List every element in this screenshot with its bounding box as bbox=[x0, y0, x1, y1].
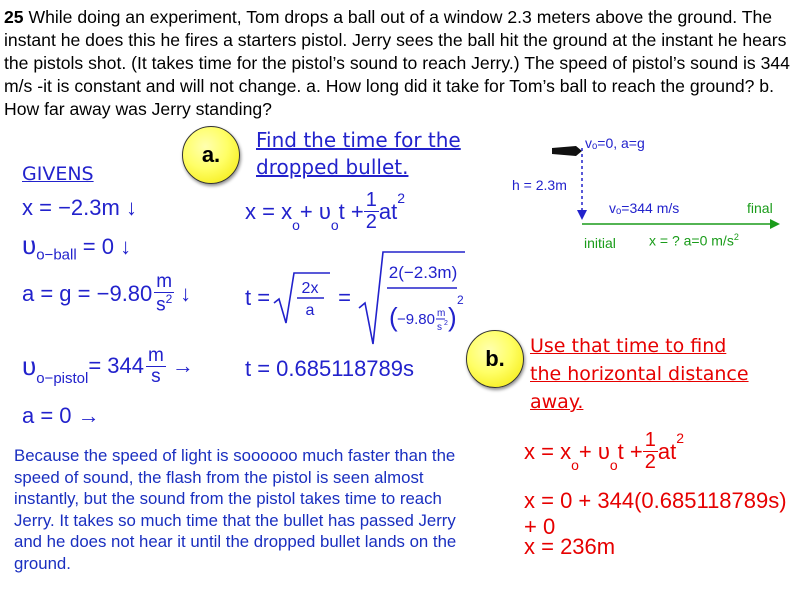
diagram-height-label: h = 2.3m bbox=[512, 177, 567, 193]
v-pistol-unit bbox=[146, 346, 166, 387]
part-b-eq2: x = 0 + 344(0.685118789s) + 0 bbox=[524, 488, 787, 539]
given-a bbox=[22, 272, 191, 315]
b-eq1-sub1: o bbox=[609, 457, 618, 473]
b-eq1-t: t + bbox=[617, 438, 643, 464]
v-pistol-arrow: → bbox=[171, 353, 194, 379]
diagram-final-label: final bbox=[747, 200, 773, 216]
eq1-exp: 2 bbox=[397, 190, 406, 206]
b-eq1-exp: 2 bbox=[676, 430, 685, 446]
part-a-heading-line1: Find the time for the bbox=[256, 128, 461, 152]
b-eq1-lhs: x = x bbox=[524, 438, 572, 464]
problem-statement bbox=[4, 6, 794, 121]
givens-title: GIVENS bbox=[22, 163, 94, 185]
eq2-lhs: t = bbox=[245, 285, 271, 310]
part-a-heading bbox=[256, 127, 461, 181]
given-x: x = −2.3m ↓ bbox=[22, 195, 137, 220]
eq2-den2-s: s bbox=[436, 322, 442, 333]
b-eq1-at: at bbox=[657, 438, 677, 464]
eq2-eq: = bbox=[338, 285, 351, 310]
eq2-num: 2x bbox=[301, 280, 319, 297]
given-a-arrow: ↓ bbox=[180, 280, 192, 306]
diagram-x-label bbox=[649, 232, 739, 249]
diagram-velocity-label: vₒ=344 m/s bbox=[609, 200, 680, 216]
part-b-eq1 bbox=[524, 430, 684, 473]
part-b-badge bbox=[466, 330, 524, 388]
given-a-horizontal: a = 0 → bbox=[22, 403, 100, 428]
part-a-result: t = 0.685118789s bbox=[245, 356, 415, 381]
eq2-open-paren: ( bbox=[388, 302, 398, 332]
bullet-icon bbox=[552, 146, 582, 156]
v-pistol-symbol: υ bbox=[22, 350, 37, 381]
part-b-heading-line1: Use that time to find bbox=[530, 335, 727, 357]
eq1-mid: + υ bbox=[299, 198, 331, 224]
given-a-lhs: a = g = −9.80 bbox=[22, 280, 153, 306]
part-b-result: x = 236m bbox=[524, 534, 616, 559]
v-pistol-eq: = 344 bbox=[88, 353, 145, 379]
eq2-den2-m: m bbox=[436, 308, 446, 319]
eq1-at: at bbox=[378, 198, 398, 224]
part-a-badge bbox=[182, 126, 240, 184]
eq1-half-den: 2 bbox=[365, 211, 377, 233]
b-eq1-half-num: 1 bbox=[644, 429, 656, 451]
sqrt-icon-1 bbox=[272, 269, 332, 327]
eq2-num2: 2(−2.3m) bbox=[388, 263, 458, 282]
part-b-heading-line3: away. bbox=[530, 391, 584, 413]
diagram-x-label-exp: 2 bbox=[733, 232, 739, 242]
b-eq1-half bbox=[643, 430, 658, 473]
part-a-heading-line2: dropped bullet. bbox=[256, 155, 409, 179]
explanation-paragraph: Because the speed of light is soooooo much faster than the speed of sound, the flash from the pistol is seen almost instantly, but the sound from the pistol takes time to reach Jerry. It takes so much time that the bullet has passed Jerry and he does not hear it until the dropped bullet lands on the ground. bbox=[14, 446, 457, 573]
diagram-initial-label: initial bbox=[584, 235, 616, 251]
b-eq1-half-den: 2 bbox=[644, 451, 656, 473]
b-eq1-mid: + υ bbox=[578, 438, 610, 464]
given-a-unit-exp: 2 bbox=[165, 291, 173, 306]
eq1-sub0: o bbox=[292, 217, 300, 233]
givens-block bbox=[22, 160, 94, 188]
part-b-heading bbox=[530, 332, 749, 416]
part-b-badge-label: b. bbox=[485, 346, 505, 371]
part-a-badge-label: a. bbox=[201, 142, 221, 167]
given-v-pistol bbox=[22, 346, 194, 387]
eq1-lhs: x = x bbox=[245, 198, 293, 224]
v0-ball-subscript: o−ball bbox=[36, 246, 77, 264]
given-a-unit-num: m bbox=[156, 271, 173, 292]
eq1-half-num: 1 bbox=[365, 189, 377, 211]
v-pistol-subscript: o−pistol bbox=[36, 369, 89, 387]
diagram-x-label-text: x = ? a=0 m/s bbox=[649, 232, 734, 249]
eq1-half bbox=[364, 190, 379, 233]
given-v0-ball bbox=[22, 230, 131, 263]
v0-ball-value: = 0 ↓ bbox=[76, 234, 132, 259]
v0-ball-symbol: υ bbox=[22, 230, 37, 260]
problem-number: 25 bbox=[4, 7, 24, 27]
sqrt-icon-2 bbox=[357, 248, 467, 348]
eq2-close-paren: ) bbox=[447, 302, 457, 332]
v-pistol-unit-den: s bbox=[151, 365, 161, 387]
part-b-heading-line2: the horizontal distance bbox=[530, 363, 749, 385]
eq2-outer-exp: 2 bbox=[456, 293, 464, 307]
eq2-den2-exp: 2 bbox=[443, 320, 448, 327]
v-pistol-unit-num: m bbox=[148, 345, 164, 366]
part-a-eq2 bbox=[245, 248, 467, 348]
eq1-sub1: o bbox=[330, 217, 339, 233]
eq2-den2: −9.80 bbox=[396, 311, 435, 328]
part-a-eq1 bbox=[245, 190, 405, 233]
given-a-unit-den: s bbox=[156, 294, 166, 316]
eq2-den: a bbox=[305, 302, 315, 319]
eq1-t: t + bbox=[338, 198, 364, 224]
given-a-unit bbox=[154, 272, 174, 315]
b-eq1-sub0: o bbox=[571, 457, 579, 473]
diagram-top-label: vₒ=0, a=g bbox=[585, 135, 645, 151]
problem-text: While doing an experiment, Tom drops a ball out of a window 2.3 meters above the ground. The instant he does this he fires a starters pistol. Jerry sees the ball hit the ground at the instant he hears the pistols shot. (It takes time for the pistol’s sound to reach Jerry.) The speed of pistol’s sound is 344 m/s -it is constant and will not change. a. How long did it take for Tom’s ball to reach the ground? b. How far away was Jerry standing? bbox=[4, 7, 790, 119]
